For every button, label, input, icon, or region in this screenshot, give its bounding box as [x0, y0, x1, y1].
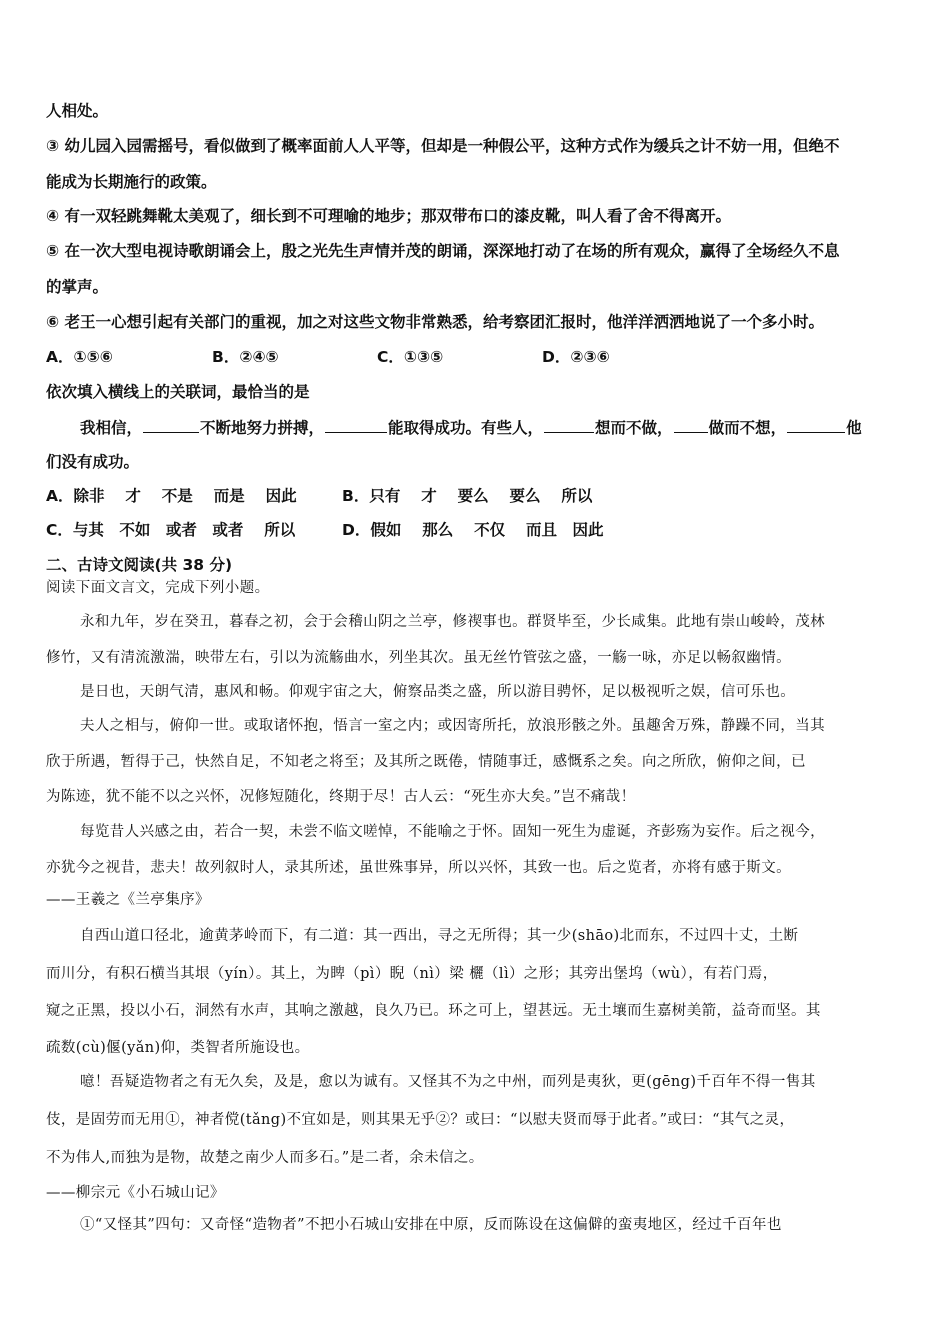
passage-line: 自西山道口径北，逾黄茅岭而下，有二道：其一西出，寻之无所得；其一少(shāo)北而东，不过四十丈，土断 — [80, 928, 799, 944]
q2-option-d[interactable]: D．假如 那么 不仅 而且 因此 — [342, 521, 604, 539]
q2-text: 他 — [846, 419, 862, 437]
fill-blank[interactable] — [674, 416, 708, 433]
passage-line: 不为伟人,而独为是物，故楚之南少人而多石。”是二者，余未信之。 — [46, 1150, 484, 1166]
passage-line: 永和九年，岁在癸丑，暮春之初，会于会稽山阴之兰亭，修禊事也。群贤毕至，少长咸集。此地有崇山峻岭，茂林 — [80, 614, 825, 630]
fill-blank[interactable] — [143, 416, 199, 433]
text-line: 们没有成功。 — [46, 453, 140, 471]
q2-text: 想而不做， — [595, 419, 673, 437]
passage-source: ——柳宗元《小石城山记》 — [46, 1185, 225, 1201]
text-line: ⑤ 在一次大型电视诗歌朗诵会上，殷之光先生声情并茂的朗诵，深深地打动了在场的所有观众，赢得了全场经久不息 — [46, 242, 840, 260]
passage-line: 夫人之相与，俯仰一世。或取诸怀抱，悟言一室之内；或因寄所托，放浪形骸之外。虽趣舍万殊，静躁不同，当其 — [80, 718, 825, 734]
fill-blank[interactable] — [544, 416, 594, 433]
passage-line: 每览昔人兴感之由，若合一契，未尝不临文嗟悼，不能喻之于怀。固知一死生为虚诞，齐彭殇为妄作。后之视今， — [80, 824, 825, 840]
q2-option-b[interactable]: B．只有 才 要么 要么 所以 — [342, 487, 593, 505]
q2-text: 我相信， — [80, 419, 143, 437]
q2-stem: 依次填入横线上的关联词，最恰当的是 — [46, 383, 310, 401]
passage-line: 窥之正黑，投以小石，洞然有水声，其响之激越，良久乃已。环之可上，望甚远。无土壤而生嘉树美箭，益奇而坚。其 — [46, 1003, 821, 1019]
passage-line: 是日也，天朗气清，惠风和畅。仰观宇宙之大，俯察品类之盛，所以游目骋怀，足以极视听之娱，信可乐也。 — [80, 684, 796, 700]
fill-blank[interactable] — [325, 416, 387, 433]
section-intro: 阅读下面文言文，完成下列小题。 — [46, 580, 270, 596]
footnote: ①“又怪其”四句：又奇怪“造物者”不把小石城山安排在中原，反而陈设在这偏僻的蛮夷地区，经过千百年也 — [80, 1217, 782, 1233]
passage-line: 修竹，又有清流激湍，映带左右，引以为流觞曲水，列坐其次。虽无丝竹管弦之盛，一觞一咏，亦足以畅叙幽情。 — [46, 650, 791, 666]
text-line: 的掌声。 — [46, 278, 109, 296]
q2-text: 不断地努力拼搏， — [200, 419, 325, 437]
q2-sentence — [80, 416, 910, 438]
section-title: 二、古诗文阅读(共 38 分) — [46, 556, 233, 574]
q2-option-a[interactable]: A．除非 才 不是 而是 因此 — [46, 487, 297, 505]
q1-option-d[interactable]: D．②③⑥ — [542, 348, 610, 366]
q1-option-c[interactable]: C．①③⑤ — [377, 348, 444, 366]
fill-blank[interactable] — [787, 416, 845, 433]
q1-option-a[interactable]: A．①⑤⑥ — [46, 348, 113, 366]
q2-option-c[interactable]: C．与其 不如 或者 或者 所以 — [46, 521, 296, 539]
text-line: ⑥ 老王一心想引起有关部门的重视，加之对这些文物非常熟悉，给考察团汇报时，他洋洋洒洒地说了一个多小时。 — [46, 313, 825, 331]
q2-text: 能取得成功。有些人， — [388, 419, 544, 437]
q1-option-b[interactable]: B．②④⑤ — [212, 348, 279, 366]
passage-line: 噫！吾疑造物者之有无久矣，及是，愈以为诚有。又怪其不为之中州，而列是夷狄，更(gēng)千百年不得一售其 — [80, 1074, 816, 1090]
passage-line: 疏数(cù)偃(yǎn)仰，类智者所施设也。 — [46, 1040, 310, 1056]
passage-source: ——王羲之《兰亭集序》 — [46, 892, 210, 908]
text-line: ③ 幼儿园入园需摇号，看似做到了概率面前人人平等，但却是一种假公平，这种方式作为缓兵之计不妨一用，但绝不 — [46, 137, 840, 155]
text-line: ④ 有一双轻跳舞靴太美观了，细长到不可理喻的地步；那双带布口的漆皮靴，叫人看了舍不得离开。 — [46, 207, 732, 225]
passage-line: 亦犹今之视昔，悲夫！故列叙时人，录其所述，虽世殊事异，所以兴怀，其致一也。后之览者，亦将有感于斯文。 — [46, 860, 791, 876]
passage-line: 欣于所遇，暂得于己，快然自足，不知老之将至；及其所之既倦，情随事迁，感慨系之矣。向之所欣，俯仰之间，已 — [46, 754, 806, 770]
text-line: 能成为长期施行的政策。 — [46, 173, 217, 191]
passage-line: 为陈迹，犹不能不以之兴怀，况修短随化，终期于尽！古人云：“死生亦大矣。”岂不痛哉！ — [46, 789, 636, 805]
text-line: 人相处。 — [46, 102, 109, 120]
passage-line: 伎，是固劳而无用①，神者傥(tǎng)不宜如是，则其果无乎②？或曰：“以慰夫贤而辱于此者。”或曰：“其气之灵， — [46, 1112, 795, 1128]
q2-text: 做而不想， — [708, 419, 787, 437]
passage-line: 而川分，有积石横当其垠（yín）。其上，为睥（pì）睨（nì）梁 欐（lì）之形；其旁出堡坞（wù），有若门焉， — [46, 966, 778, 982]
